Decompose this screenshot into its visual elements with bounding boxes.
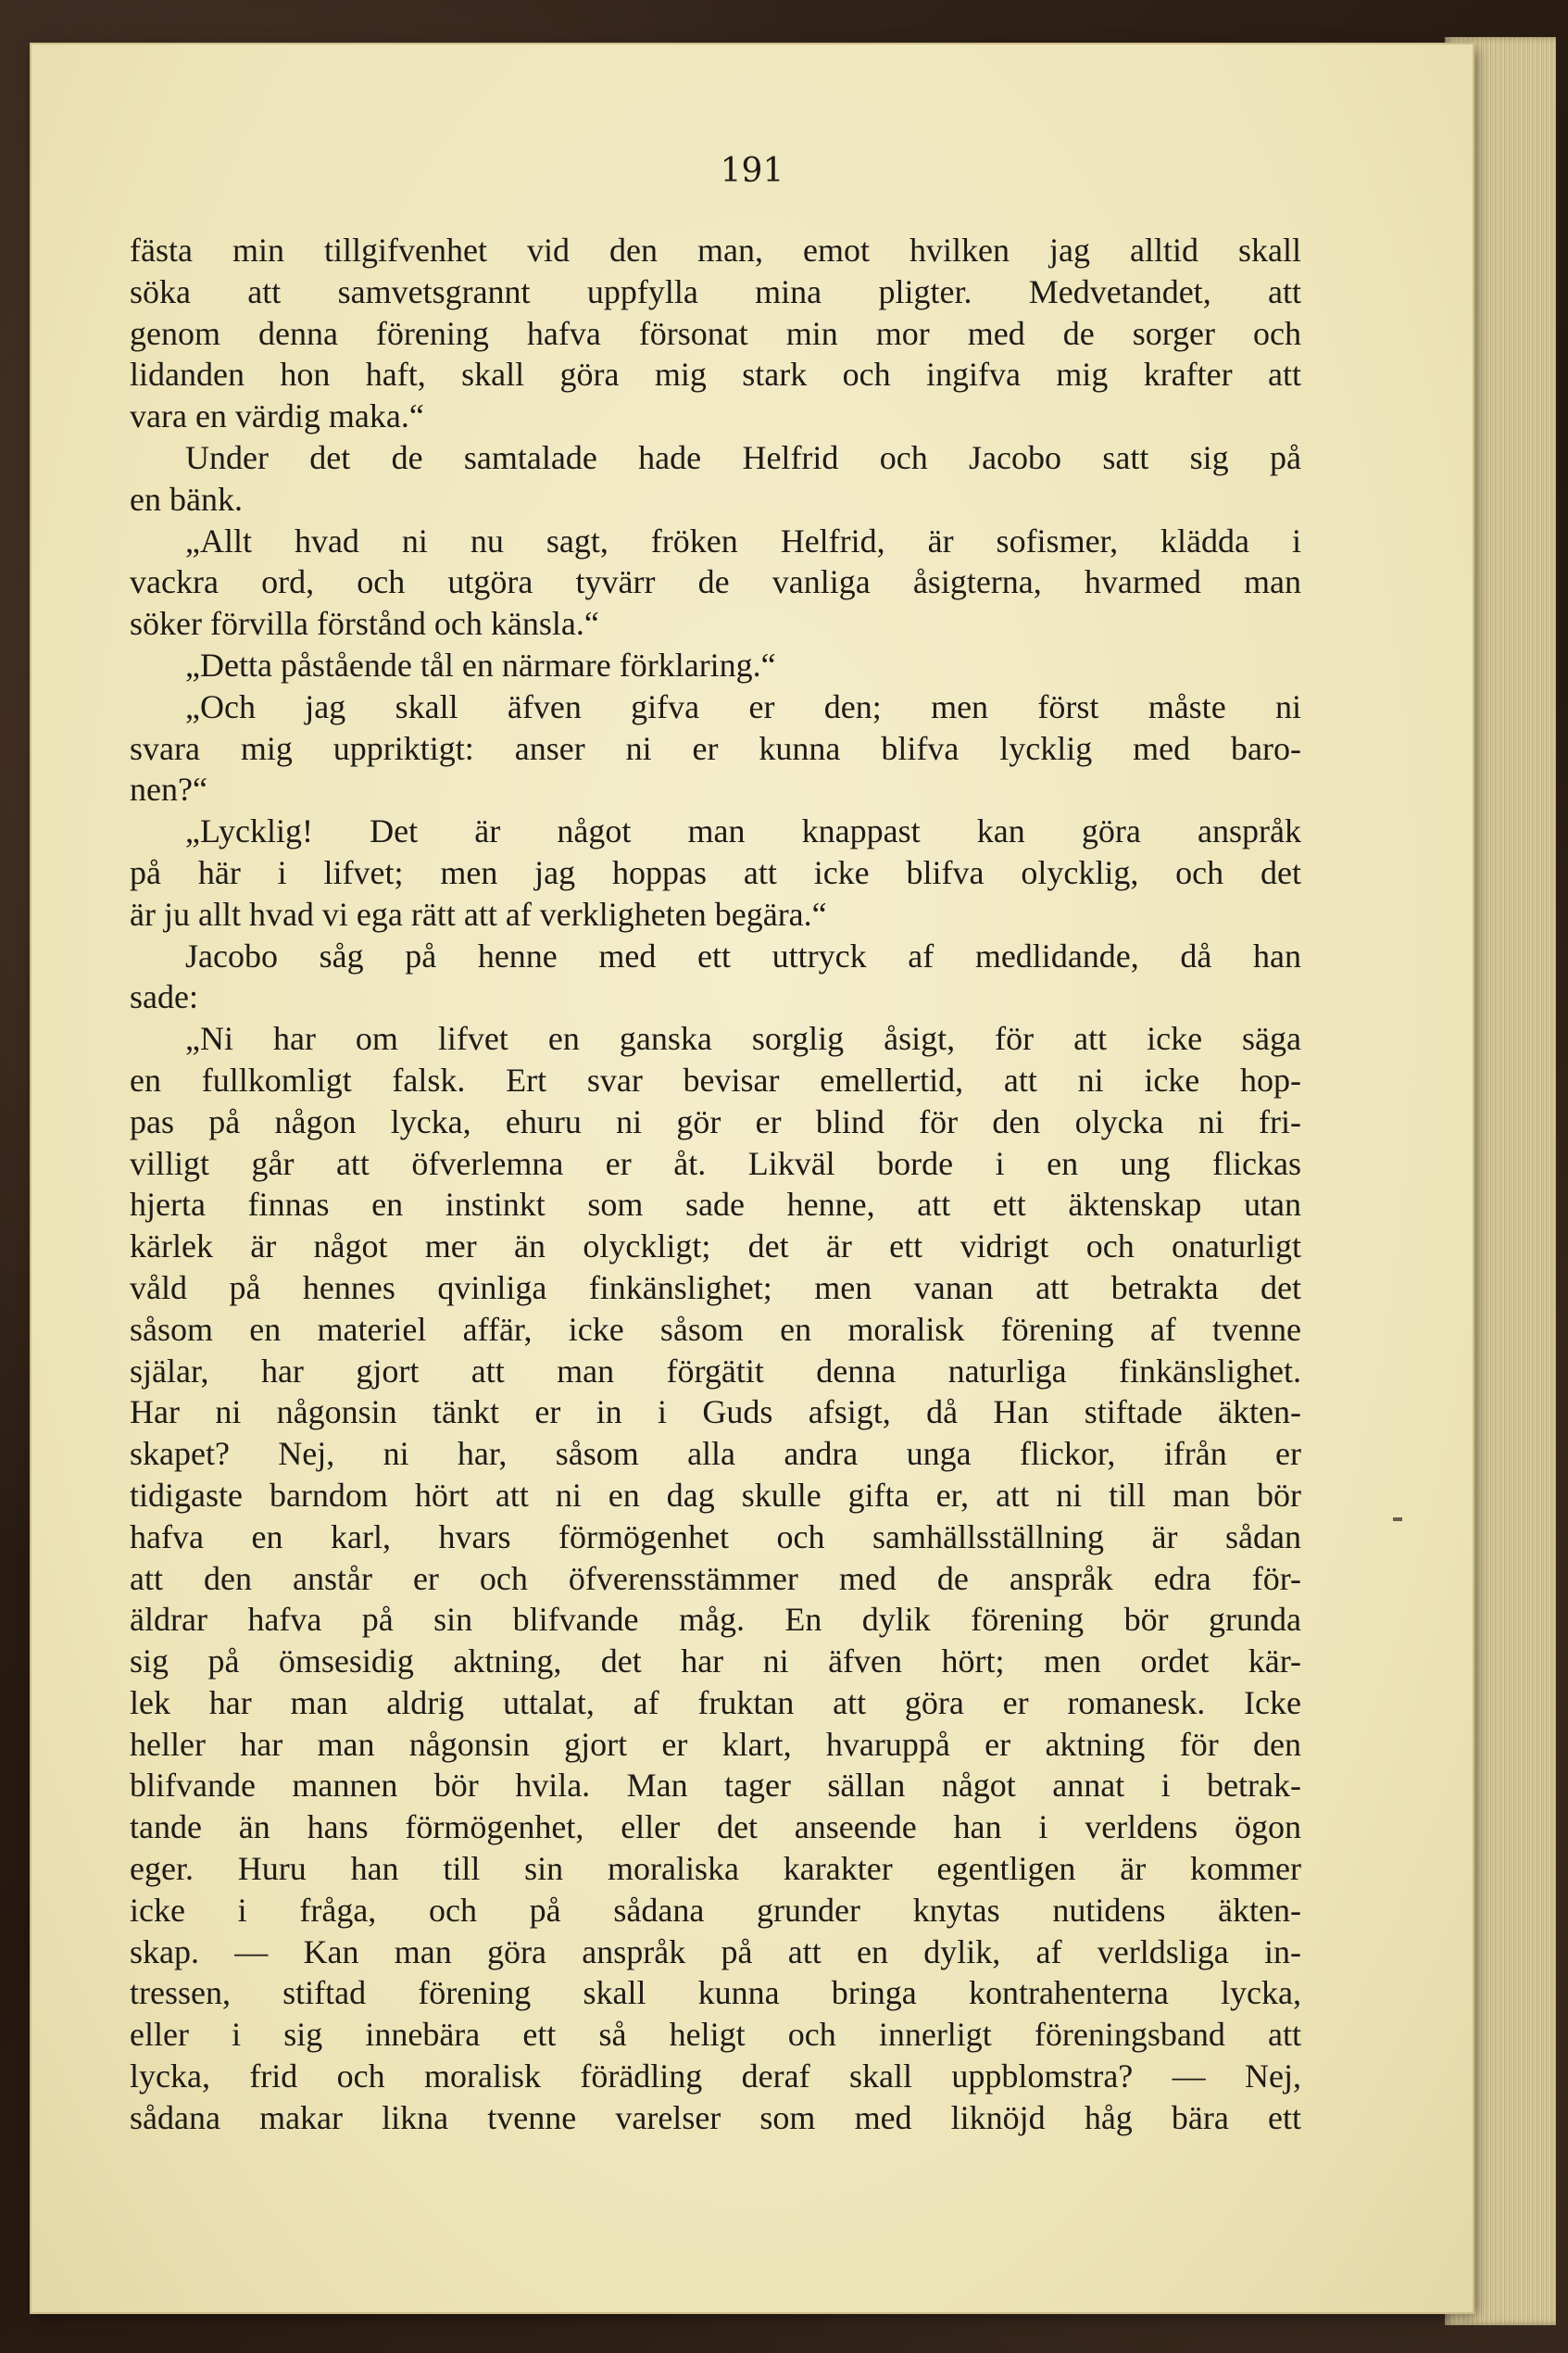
text-line: är ju allt hvad vi ega rätt att af verkligheten begära.“ xyxy=(130,895,827,933)
book-page xyxy=(31,44,1473,2312)
text-line: tande än hans förmögenhet, eller det anseende han i verldens ögon xyxy=(130,1808,1301,1846)
text-line: „Och jag skall äfven gifva er den; men först måste ni xyxy=(185,687,1301,725)
text-line: äldrar hafva på sin blifvande måg. En dylik förening bör grunda xyxy=(130,1601,1301,1639)
text-line: tressen, stiftad förening skall kunna bringa kontrahenterna lycka, xyxy=(130,1974,1301,2012)
body-text xyxy=(130,230,1301,2139)
text-line: blifvande mannen bör hvila. Man tager sällan något annat i betrak- xyxy=(130,1767,1301,1805)
text-line: tidigaste barndom hört att ni en dag skulle gifta er, att ni till man bör xyxy=(130,1476,1301,1514)
text-line: kärlek är något mer än olyckligt; det är ett vidrigt och onaturligt xyxy=(130,1227,1301,1265)
text-line: söka att samvetsgrannt uppfylla mina pligter. Medvetandet, att xyxy=(130,272,1301,310)
text-line: Under det de samtalade hade Helfrid och Jacobo satt sig på xyxy=(185,438,1301,476)
text-line: heller har man någonsin gjort er klart, hvaruppå er aktning för den xyxy=(130,1725,1301,1763)
text-line: en fullkomligt falsk. Ert svar bevisar emellertid, att ni icke hop- xyxy=(130,1061,1301,1099)
text-line: „Lycklig! Det är något man knappast kan göra anspråk xyxy=(185,812,1301,850)
text-line: sig på ömsesidig aktning, det har ni äfven hört; men ordet kär- xyxy=(130,1642,1301,1680)
text-line: skapet? Nej, ni har, såsom alla andra unga flickor, ifrån er xyxy=(130,1435,1301,1473)
text-line: sade: xyxy=(130,978,198,1016)
text-line: fästa min tillgifvenhet vid den man, emot hvilken jag alltid skall xyxy=(130,232,1301,269)
text-line: villigt går att öfverlemna er åt. Likväl borde i en ung flickas xyxy=(130,1144,1301,1182)
text-line: söker förvilla förstånd och känsla.“ xyxy=(130,605,599,643)
text-line: hafva en karl, hvars förmögenhet och samhällsställning är sådan xyxy=(130,1517,1301,1555)
text-line: eller i sig innebära ett så heligt och innerligt föreningsband att xyxy=(130,2016,1301,2054)
text-line: icke i fråga, och på sådana grunder knytas nutidens äkten- xyxy=(130,1891,1301,1929)
page-number: 191 xyxy=(720,152,784,190)
text-line: sådana makar likna tvenne varelser som med liknöjd håg bära ett xyxy=(130,2098,1301,2136)
text-line: eger. Huru han till sin moraliska karakter egentligen är kommer xyxy=(130,1850,1301,1888)
text-line: själar, har gjort att man förgätit denna naturliga finkänslighet. xyxy=(130,1352,1301,1390)
text-line: skap. — Kan man göra anspråk på att en dylik, af verldsliga in- xyxy=(130,1932,1301,1970)
text-line: hjerta finnas en instinkt som sade henne, att ett äktenskap utan xyxy=(130,1186,1301,1224)
text-line: en bänk. xyxy=(130,480,243,518)
text-line: genom denna förening hafva försonat min mor med de sorger och xyxy=(130,314,1301,352)
text-line: lek har man aldrig uttalat, af fruktan att göra er romanesk. Icke xyxy=(130,1683,1301,1721)
margin-mark xyxy=(1393,1517,1402,1521)
text-line: lycka, frid och moralisk förädling deraf skall uppblomstra? — Nej, xyxy=(130,2057,1301,2095)
text-line: Jacobo såg på henne med ett uttryck af medlidande, då han xyxy=(185,937,1301,975)
text-line: lidanden hon haft, skall göra mig stark och ingifva mig krafter att xyxy=(130,356,1301,394)
text-line: svara mig uppriktigt: anser ni er kunna blifva lycklig med baro- xyxy=(130,729,1301,767)
text-line: pas på någon lycka, ehuru ni gör er blind för den olycka ni fri- xyxy=(130,1102,1301,1140)
text-line: på här i lifvet; men jag hoppas att icke blifva olycklig, och det xyxy=(130,853,1301,891)
text-line: vackra ord, och utgöra tyvärr de vanliga åsigterna, hvarmed man xyxy=(130,563,1301,601)
text-line: „Ni har om lifvet en ganska sorglig åsigt, för att icke säga xyxy=(185,1020,1301,1058)
text-line: såsom en materiel affär, icke såsom en moralisk förening af tvenne xyxy=(130,1310,1301,1348)
text-line: nen?“ xyxy=(130,771,207,809)
text-line: att den anstår er och öfverensstämmer med de anspråk edra för- xyxy=(130,1559,1301,1597)
text-line: våld på hennes qvinliga finkänslighet; men vanan att betrakta det xyxy=(130,1268,1301,1306)
text-line: vara en värdig maka.“ xyxy=(130,397,424,435)
text-line: „Allt hvad ni nu sagt, fröken Helfrid, är sofismer, klädda i xyxy=(185,522,1301,560)
text-line: „Detta påstående tål en närmare förklaring.“ xyxy=(185,646,776,684)
text-line: Har ni någonsin tänkt er in i Guds afsigt, då Han stiftade äkten- xyxy=(130,1393,1301,1431)
